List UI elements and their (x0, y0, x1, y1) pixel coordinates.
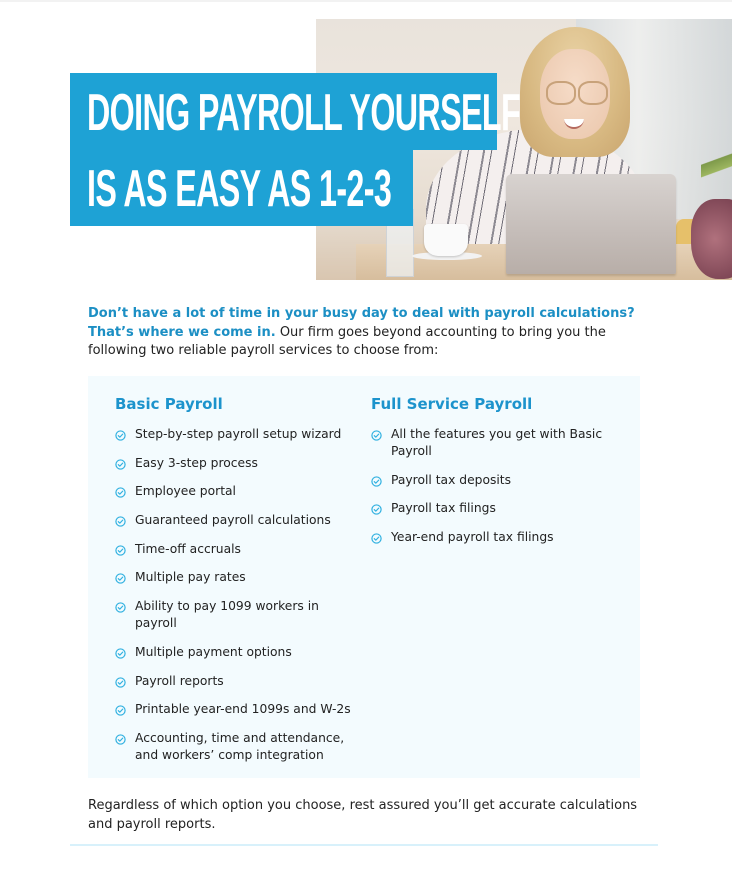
feature-text: Easy 3-step process (135, 455, 258, 470)
check-circle-icon (371, 532, 382, 543)
check-circle-icon (115, 458, 126, 469)
feature-text: Time-off accruals (135, 541, 241, 556)
check-circle-icon (371, 429, 382, 440)
check-circle-icon (115, 704, 126, 715)
feature-item (115, 426, 360, 443)
check-circle-icon (115, 544, 126, 555)
feature-text: Step-by-step payroll setup wizard (135, 427, 342, 441)
check-circle-icon (115, 486, 126, 497)
feature-text: Accounting, time and attendance, and workers’ comp integration (135, 730, 345, 762)
feature-text: Multiple pay rates (135, 570, 246, 585)
feature-item (115, 730, 360, 764)
feature-item (115, 673, 360, 690)
feature-item (371, 500, 616, 517)
check-circle-icon (115, 601, 126, 612)
check-circle-icon (115, 429, 126, 440)
feature-item (115, 483, 360, 500)
check-circle-icon (371, 503, 382, 514)
intro-lead: Don’t have a lot of time in your busy day to deal with payroll calculations? That’s where we come in. (88, 306, 635, 340)
feature-text: Multiple payment options (135, 644, 292, 659)
feature-text: Payroll reports (135, 673, 224, 688)
feature-text: Ability to pay 1099 workers in payroll (135, 599, 319, 631)
feature-item (115, 512, 360, 529)
feature-text: Payroll tax deposits (391, 472, 512, 487)
page-title-line2: IS AS EASY AS 1-2-3 (87, 160, 392, 218)
plan-title: Full Service Payroll (371, 395, 533, 413)
closing-paragraph: Regardless of which option you choose, rest assured you’ll get accurate calculations and payroll reports. (88, 798, 638, 832)
feature-item (371, 529, 616, 546)
check-circle-icon (115, 733, 126, 744)
feature-item (115, 541, 360, 558)
photo-cup (424, 224, 468, 256)
feature-text: Year-end payroll tax filings (391, 530, 554, 545)
photo-laptop (506, 174, 676, 274)
feature-item (115, 644, 360, 661)
bottom-divider (70, 844, 658, 846)
check-circle-icon (115, 676, 126, 687)
feature-item (115, 701, 360, 718)
plans-panel (88, 376, 640, 778)
top-border (0, 0, 732, 2)
feature-text: Printable year-end 1099s and W-2s (135, 702, 351, 717)
feature-item (115, 598, 360, 632)
feature-text: Employee portal (135, 484, 236, 499)
check-circle-icon (371, 475, 382, 486)
plan-title: Basic Payroll (115, 395, 223, 413)
feature-item (115, 569, 360, 586)
feature-list (115, 426, 360, 764)
plan-full-service (371, 394, 616, 558)
check-circle-icon (115, 647, 126, 658)
feature-list (371, 426, 616, 546)
feature-item (371, 426, 616, 460)
intro-body: Our firm goes beyond accounting to bring you the following two reliable payroll services to choose from: (88, 324, 606, 358)
page-title-line1: DOING PAYROLL YOURSELF (87, 84, 521, 142)
feature-text: Guaranteed payroll calculations (135, 513, 331, 528)
plan-basic (115, 394, 360, 776)
photo-glasses (544, 81, 608, 103)
intro-paragraph (88, 305, 648, 361)
check-circle-icon (115, 572, 126, 583)
feature-item (115, 455, 360, 472)
feature-text: All the features you get with Basic Payroll (391, 427, 603, 458)
feature-text: Payroll tax filings (391, 501, 496, 516)
feature-item (371, 472, 616, 489)
check-circle-icon (115, 515, 126, 526)
photo-vase (691, 199, 732, 279)
